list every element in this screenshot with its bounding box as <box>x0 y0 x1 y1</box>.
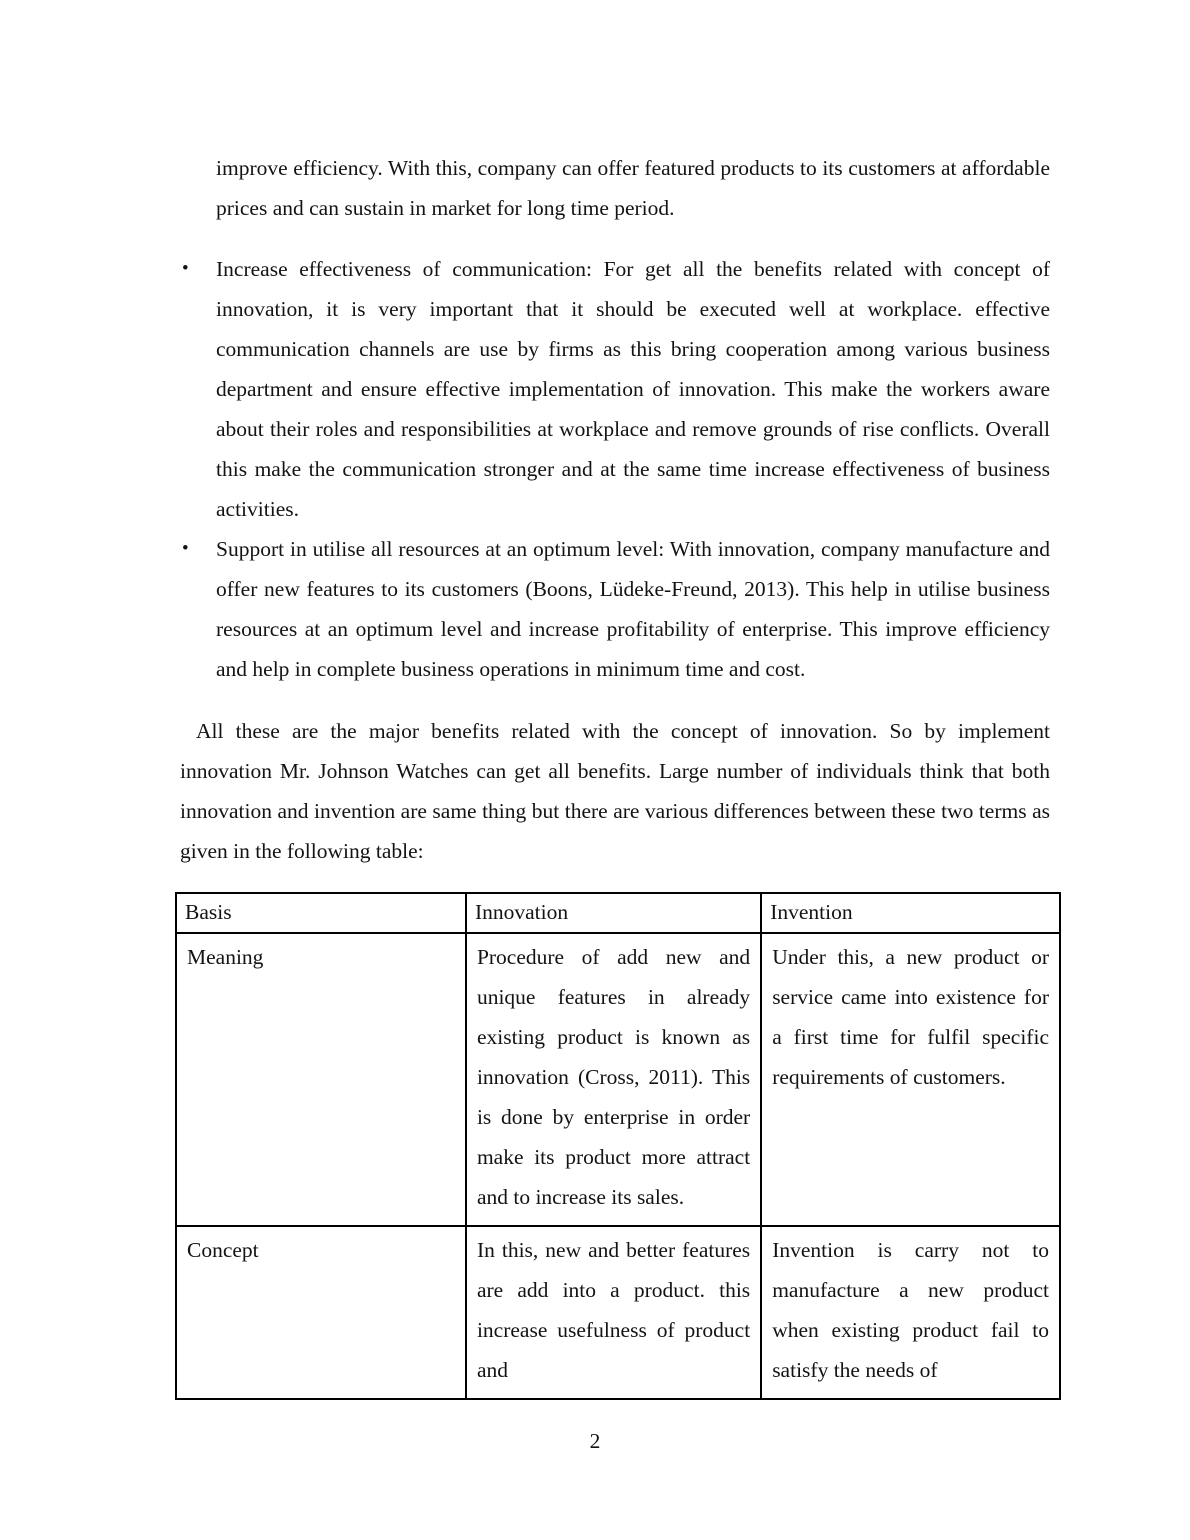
bullet-text-communication: Increase effectiveness of communication: For get all the benefits related with concept of innovation, it is very important that it should be executed well at workplace. effective communication channels are use by firms as this bring cooperation among various business department and ensure effective implementation of innovation. This make the workers aware about their roles and responsibilities at workplace and remove grounds of rise conflicts. Overall this make the communication stronger and at the same time increase effectiveness of business activities. <box>216 257 1050 521</box>
cell-concept-innovation: In this, new and better features are add into a product. this increase usefulness of product and <box>466 1226 761 1399</box>
document-body <box>180 126 1050 1400</box>
table-header-invention: Invention <box>761 893 1060 933</box>
bullet-item-resources <box>180 529 1050 689</box>
table-row-concept <box>176 1226 1060 1399</box>
cell-concept-invention: Invention is carry not to manufacture a new product when existing product fail to satisfy the needs of <box>761 1226 1060 1399</box>
bullet-icon: • <box>182 258 189 279</box>
bullet-item-communication <box>180 249 1050 529</box>
cell-meaning-invention: Under this, a new product or service came into existence for a first time for fulfil specific requirements of customers. <box>761 933 1060 1226</box>
innovation-invention-table <box>175 892 1061 1400</box>
cell-concept-basis: Concept <box>176 1226 466 1399</box>
paragraph-benefits-summary: All these are the major benefits related with the concept of innovation. So by implement innovation Mr. Johnson Watches can get all benefits. Large number of individuals think that both innovation and invention are same thing but there are various differences between these two terms as given in the following table: <box>180 718 1050 863</box>
cell-meaning-innovation: Procedure of add new and unique features in already existing product is known as innovation (Cross, 2011). This is done by enterprise in order make its product more attract and to increase its sales. <box>466 933 761 1226</box>
bullet-icon: • <box>182 538 189 559</box>
paragraph-continuation: improve efficiency. With this, company can offer featured products to its customers at affordable prices and can sustain in market for long time period. <box>216 155 1050 220</box>
table-row-meaning <box>176 933 1060 1226</box>
table-header-innovation: Innovation <box>466 893 761 933</box>
table-header-row <box>176 893 1060 933</box>
table-header-basis: Basis <box>176 893 466 933</box>
page-number: 2 <box>589 1429 601 1453</box>
cell-meaning-basis: Meaning <box>176 933 466 1226</box>
bullet-text-resources: Support in utilise all resources at an optimum level: With innovation, company manufacture and offer new features to its customers (Boons, Lüdeke-Freund, 2013). This help in utilise business resources at an optimum level and increase profitability of enterprise. This improve efficiency and help in complete business operations in minimum time and cost. <box>216 537 1050 681</box>
